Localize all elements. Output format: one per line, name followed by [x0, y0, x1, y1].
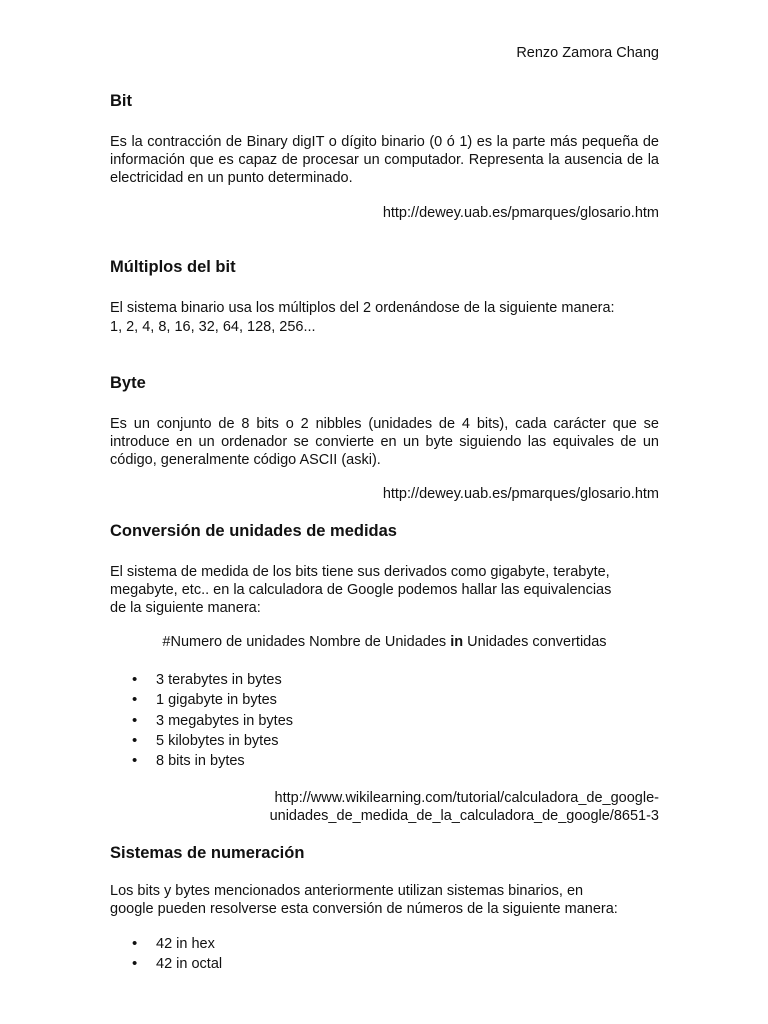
conversion-formula	[110, 634, 659, 650]
list-item: • 42 in octal	[110, 954, 222, 974]
paragraph-numeracion-line2: google pueden resolverse esta conversión de números de la siguiente manera:	[110, 901, 618, 917]
formula-suffix: Unidades convertidas	[463, 634, 607, 650]
paragraph-multiplos-line1: El sistema binario usa los múltiplos del 2 ordenándose de la siguiente manera:	[110, 300, 615, 316]
list-item: • 3 terabytes in bytes	[110, 670, 293, 690]
source-link-conversion-line2[interactable]: unidades_de_medida_de_la_calculadora_de_google/8651-3	[269, 808, 659, 824]
heading-numeracion: Sistemas de numeración	[110, 844, 305, 862]
paragraph-bit: Es la contracción de Binary digIT o dígito binario (0 ó 1) es la parte más pequeña de información que es capaz de procesar un computador. Representa la ausencia de la electricidad en un punto determinado.	[110, 134, 659, 186]
formula-keyword: in	[450, 634, 464, 650]
list-item: • 1 gigabyte in bytes	[110, 690, 293, 710]
source-link-conversion-line1[interactable]: http://www.wikilearning.com/tutorial/calculadora_de_google-	[274, 790, 659, 806]
source-link-byte[interactable]: http://dewey.uab.es/pmarques/glosario.htm	[382, 486, 659, 502]
heading-multiplos: Múltiplos del bit	[110, 258, 236, 276]
paragraph-multiplos-line2: 1, 2, 4, 8, 16, 32, 64, 128, 256...	[110, 319, 316, 335]
paragraph-byte: Es un conjunto de 8 bits o 2 nibbles (unidades de 4 bits), cada carácter que se introduce en un ordenador se convierte en un byte siguiendo las equivales de un código, generalmente código ASCII (aski).	[110, 416, 659, 468]
author-name: Renzo Zamora Chang	[516, 45, 659, 61]
formula-prefix: #Numero de unidades Nombre de Unidades	[162, 634, 451, 650]
source-link-bit[interactable]: http://dewey.uab.es/pmarques/glosario.htm	[382, 205, 659, 221]
list-item: • 3 megabytes in bytes	[110, 711, 293, 731]
list-item: • 42 in hex	[110, 934, 222, 954]
heading-conversion: Conversión de unidades de medidas	[110, 522, 397, 540]
paragraph-conversion-line2: megabyte, etc.. en la calculadora de Google podemos hallar las equivalencias	[110, 582, 612, 598]
paragraph-conversion-line3: de la siguiente manera:	[110, 600, 261, 616]
paragraph-conversion-line1: El sistema de medida de los bits tiene sus derivados como gigabyte, terabyte,	[110, 564, 610, 580]
paragraph-numeracion-line1: Los bits y bytes mencionados anteriormente utilizan sistemas binarios, en	[110, 883, 584, 899]
heading-byte: Byte	[110, 374, 146, 392]
heading-bit: Bit	[110, 92, 132, 110]
conversion-examples-list	[110, 670, 293, 771]
list-item: • 5 kilobytes in bytes	[110, 731, 293, 751]
list-item: • 8 bits in bytes	[110, 751, 293, 771]
numeracion-examples-list	[110, 934, 222, 975]
